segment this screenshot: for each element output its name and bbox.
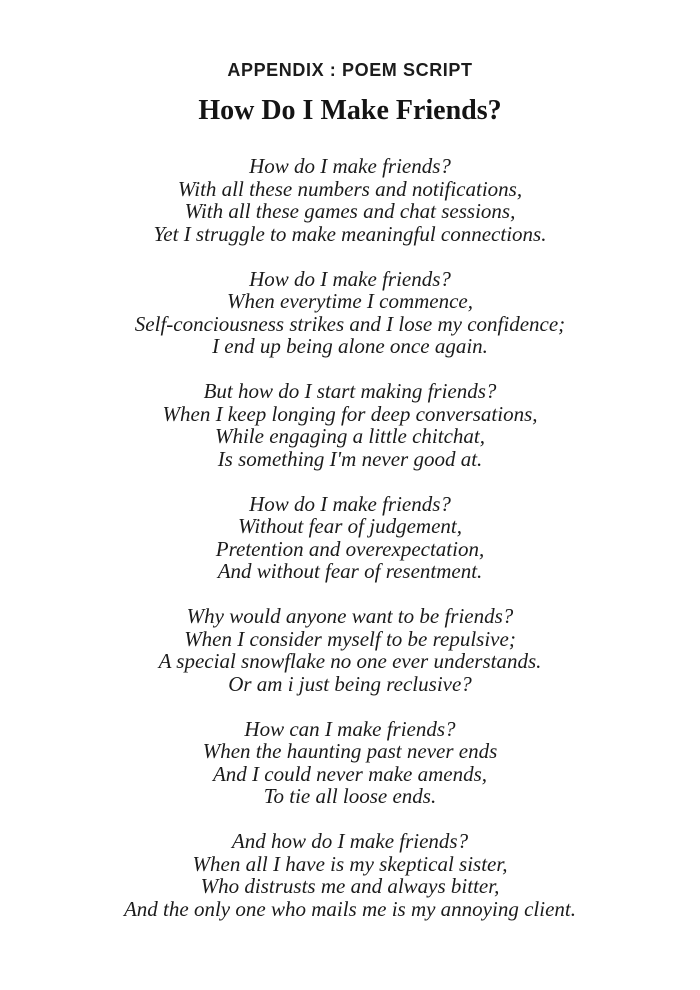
poem-line: But how do I start making friends? bbox=[203, 379, 497, 403]
poem-line: Or am i just being reclusive? bbox=[228, 671, 472, 696]
poem-line: A special snowflake no one ever understands. bbox=[158, 649, 542, 673]
poem-line: When the haunting past never ends bbox=[202, 739, 498, 763]
poem-line: And how do I make friends? bbox=[231, 829, 469, 853]
poem-line: Self-conciousness strikes and I lose my confidence; bbox=[134, 311, 566, 336]
appendix-heading: APPENDIX : POEM SCRIPT bbox=[227, 60, 473, 80]
poem-line: Without fear of judgement, bbox=[238, 514, 462, 538]
poem-line: How can I make friends? bbox=[244, 716, 456, 741]
poem-line: When I consider myself to be repulsive; bbox=[184, 626, 516, 651]
poem-line: When everytime I commence, bbox=[226, 289, 474, 313]
poem-line: Why would anyone want to be friends? bbox=[186, 604, 514, 628]
poem-line: And without fear of resentment. bbox=[217, 559, 483, 583]
poem-line: I end up being alone once again. bbox=[212, 334, 488, 358]
poem-line: While engaging a little chitchat, bbox=[214, 424, 486, 448]
poem-stanza bbox=[0, 718, 700, 808]
poem-line: When I keep longing for deep conversations, bbox=[162, 401, 538, 426]
poem-line: With all these games and chat sessions, bbox=[184, 199, 516, 223]
poem-line: Is something I'm never good at. bbox=[217, 446, 483, 471]
poem-line: How do I make friends? bbox=[249, 491, 451, 516]
poem-line: When all I have is my skeptical sister, bbox=[192, 851, 508, 876]
poem-line: With all these numbers and notifications, bbox=[177, 176, 523, 201]
poem-stanza bbox=[0, 268, 700, 358]
poem-line: Who distrusts me and always bitter, bbox=[200, 874, 500, 898]
poem-title: How Do I Make Friends? bbox=[198, 95, 502, 126]
poem bbox=[0, 155, 700, 920]
poem-stanza bbox=[0, 493, 700, 583]
poem-line: To tie all loose ends. bbox=[263, 784, 437, 808]
poem-stanza bbox=[0, 605, 700, 695]
poem-stanza bbox=[0, 830, 700, 920]
poem-stanza bbox=[0, 155, 700, 245]
poem-line: And I could never make amends, bbox=[212, 761, 488, 786]
poem-line: How do I make friends? bbox=[249, 154, 451, 178]
poem-line: Yet I struggle to make meaningful connections. bbox=[153, 221, 547, 246]
poem-line: How do I make friends? bbox=[249, 266, 451, 291]
poem-line: And the only one who mails me is my annoying client. bbox=[123, 896, 576, 921]
poem-line: Pretention and overexpectation, bbox=[215, 536, 485, 561]
poem-stanza bbox=[0, 380, 700, 470]
